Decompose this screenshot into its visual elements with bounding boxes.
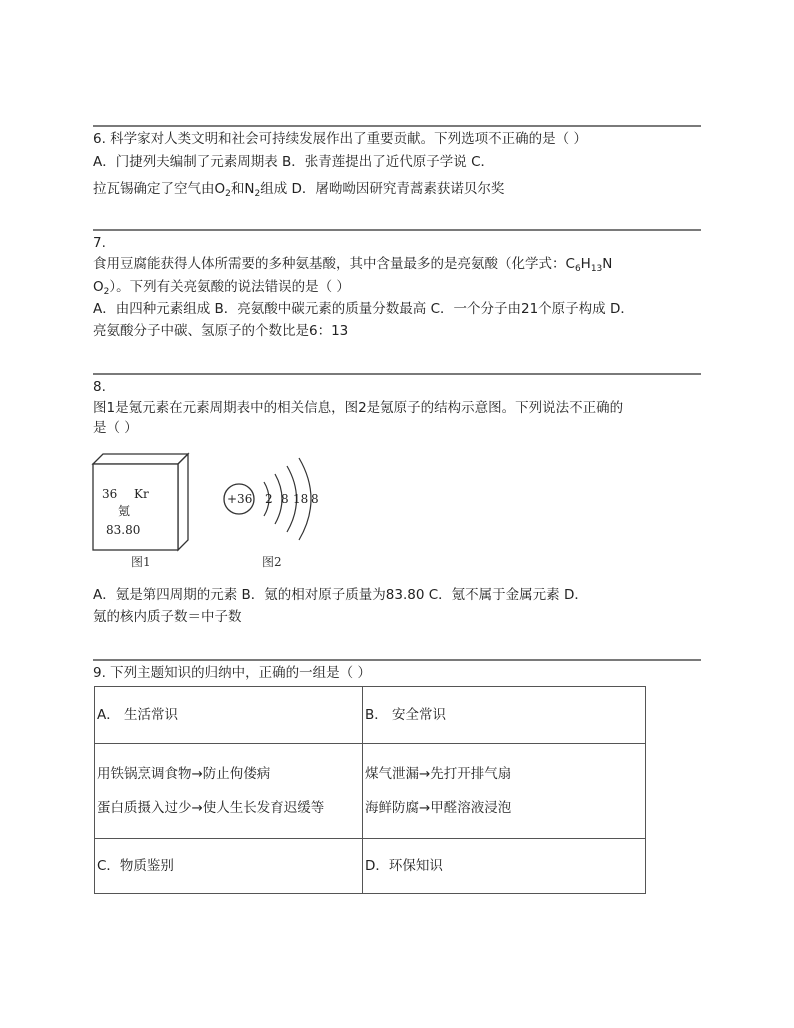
cell-a-content [95, 744, 363, 839]
q8-options-line2: 氪的核内质子数＝中子数 [93, 609, 242, 625]
q8-number: 8. [93, 379, 106, 395]
q6-options-line1: A．门捷列夫编制了元素周期表 B．张青莲提出了近代原子学说 C． [93, 154, 495, 170]
figure1-caption: 图1 [131, 555, 151, 569]
q6-options-line2: 拉瓦锡确定了空气由$O_2$和$N_2$组成 D．屠呦呦因研究青蒿素获诺贝尔奖 [93, 181, 505, 199]
divider-q9 [93, 659, 701, 661]
shell-4-electrons: 8 [311, 492, 319, 506]
cell-a-heading: A． 生活常识 [95, 687, 363, 744]
q7-stem-line2: $O_2$）。下列有关亮氨酸的说法错误的是（ ） [93, 279, 350, 297]
element-cell-figure [90, 452, 190, 552]
q7-stem-line1: 食用豆腐能获得人体所需要的多种氨基酸，其中含量最多的是亮氨酸（化学式：$C_6H_{13}N$ [93, 256, 613, 274]
cell-d-heading: D．环保知识 [363, 839, 646, 894]
divider-q7 [93, 229, 701, 231]
q6-stem: 6. 科学家对人类文明和社会可持续发展作出了重要贡献。下列选项不正确的是（ ） [93, 131, 587, 147]
figure2-caption: 图2 [262, 555, 282, 569]
shell-1-electrons: 2 [265, 492, 273, 506]
divider-q6 [93, 125, 701, 127]
cell-b-content [363, 744, 646, 839]
atomic-number: 36 [102, 487, 118, 501]
q9-knowledge-table [94, 686, 646, 894]
cell-b-heading: B． 安全常识 [363, 687, 646, 744]
q9-stem: 9. 下列主题知识的归纳中，正确的一组是（ ） [93, 665, 371, 681]
divider-q8 [93, 373, 701, 375]
element-name: 氪 [118, 504, 131, 518]
b-item-1: 煤气泄漏→先打开排气扇 [365, 766, 512, 782]
a-item-2: 蛋白质摄入过少→使人生长发育迟缓等 [97, 800, 325, 816]
b-item-2: 海鲜防腐→甲醛溶液浸泡 [365, 800, 512, 816]
q8-options-line1: A．氪是第四周期的元素 B．氪的相对原子质量为83.80 C．氪不属于金属元素 D． [93, 587, 588, 603]
q7-number: 7. [93, 235, 106, 251]
q7-options-line2: 亮氨酸分子中碳、氢原子的个数比是6：13 [93, 323, 349, 339]
a-item-1: 用铁锅烹调食物→防止佝偻病 [97, 766, 271, 782]
cell-c-heading: C．物质鉴别 [95, 839, 363, 894]
q8-stem-line2: 是（ ） [93, 420, 138, 436]
element-symbol: Kr [134, 487, 149, 501]
shell-2-electrons: 8 [281, 492, 289, 506]
atomic-mass: 83.80 [106, 523, 141, 537]
nucleus-charge: +36 [227, 492, 253, 506]
q8-stem-line1: 图1是氪元素在元素周期表中的相关信息，图2是氪原子的结构示意图。下列说法不正确的 [93, 400, 624, 416]
shell-3-electrons: 18 [293, 492, 309, 506]
q7-options-line1: A．由四种元素组成 B．亮氨酸中碳元素的质量分数最高 C．一个分子由21个原子构成 D． [93, 301, 634, 317]
